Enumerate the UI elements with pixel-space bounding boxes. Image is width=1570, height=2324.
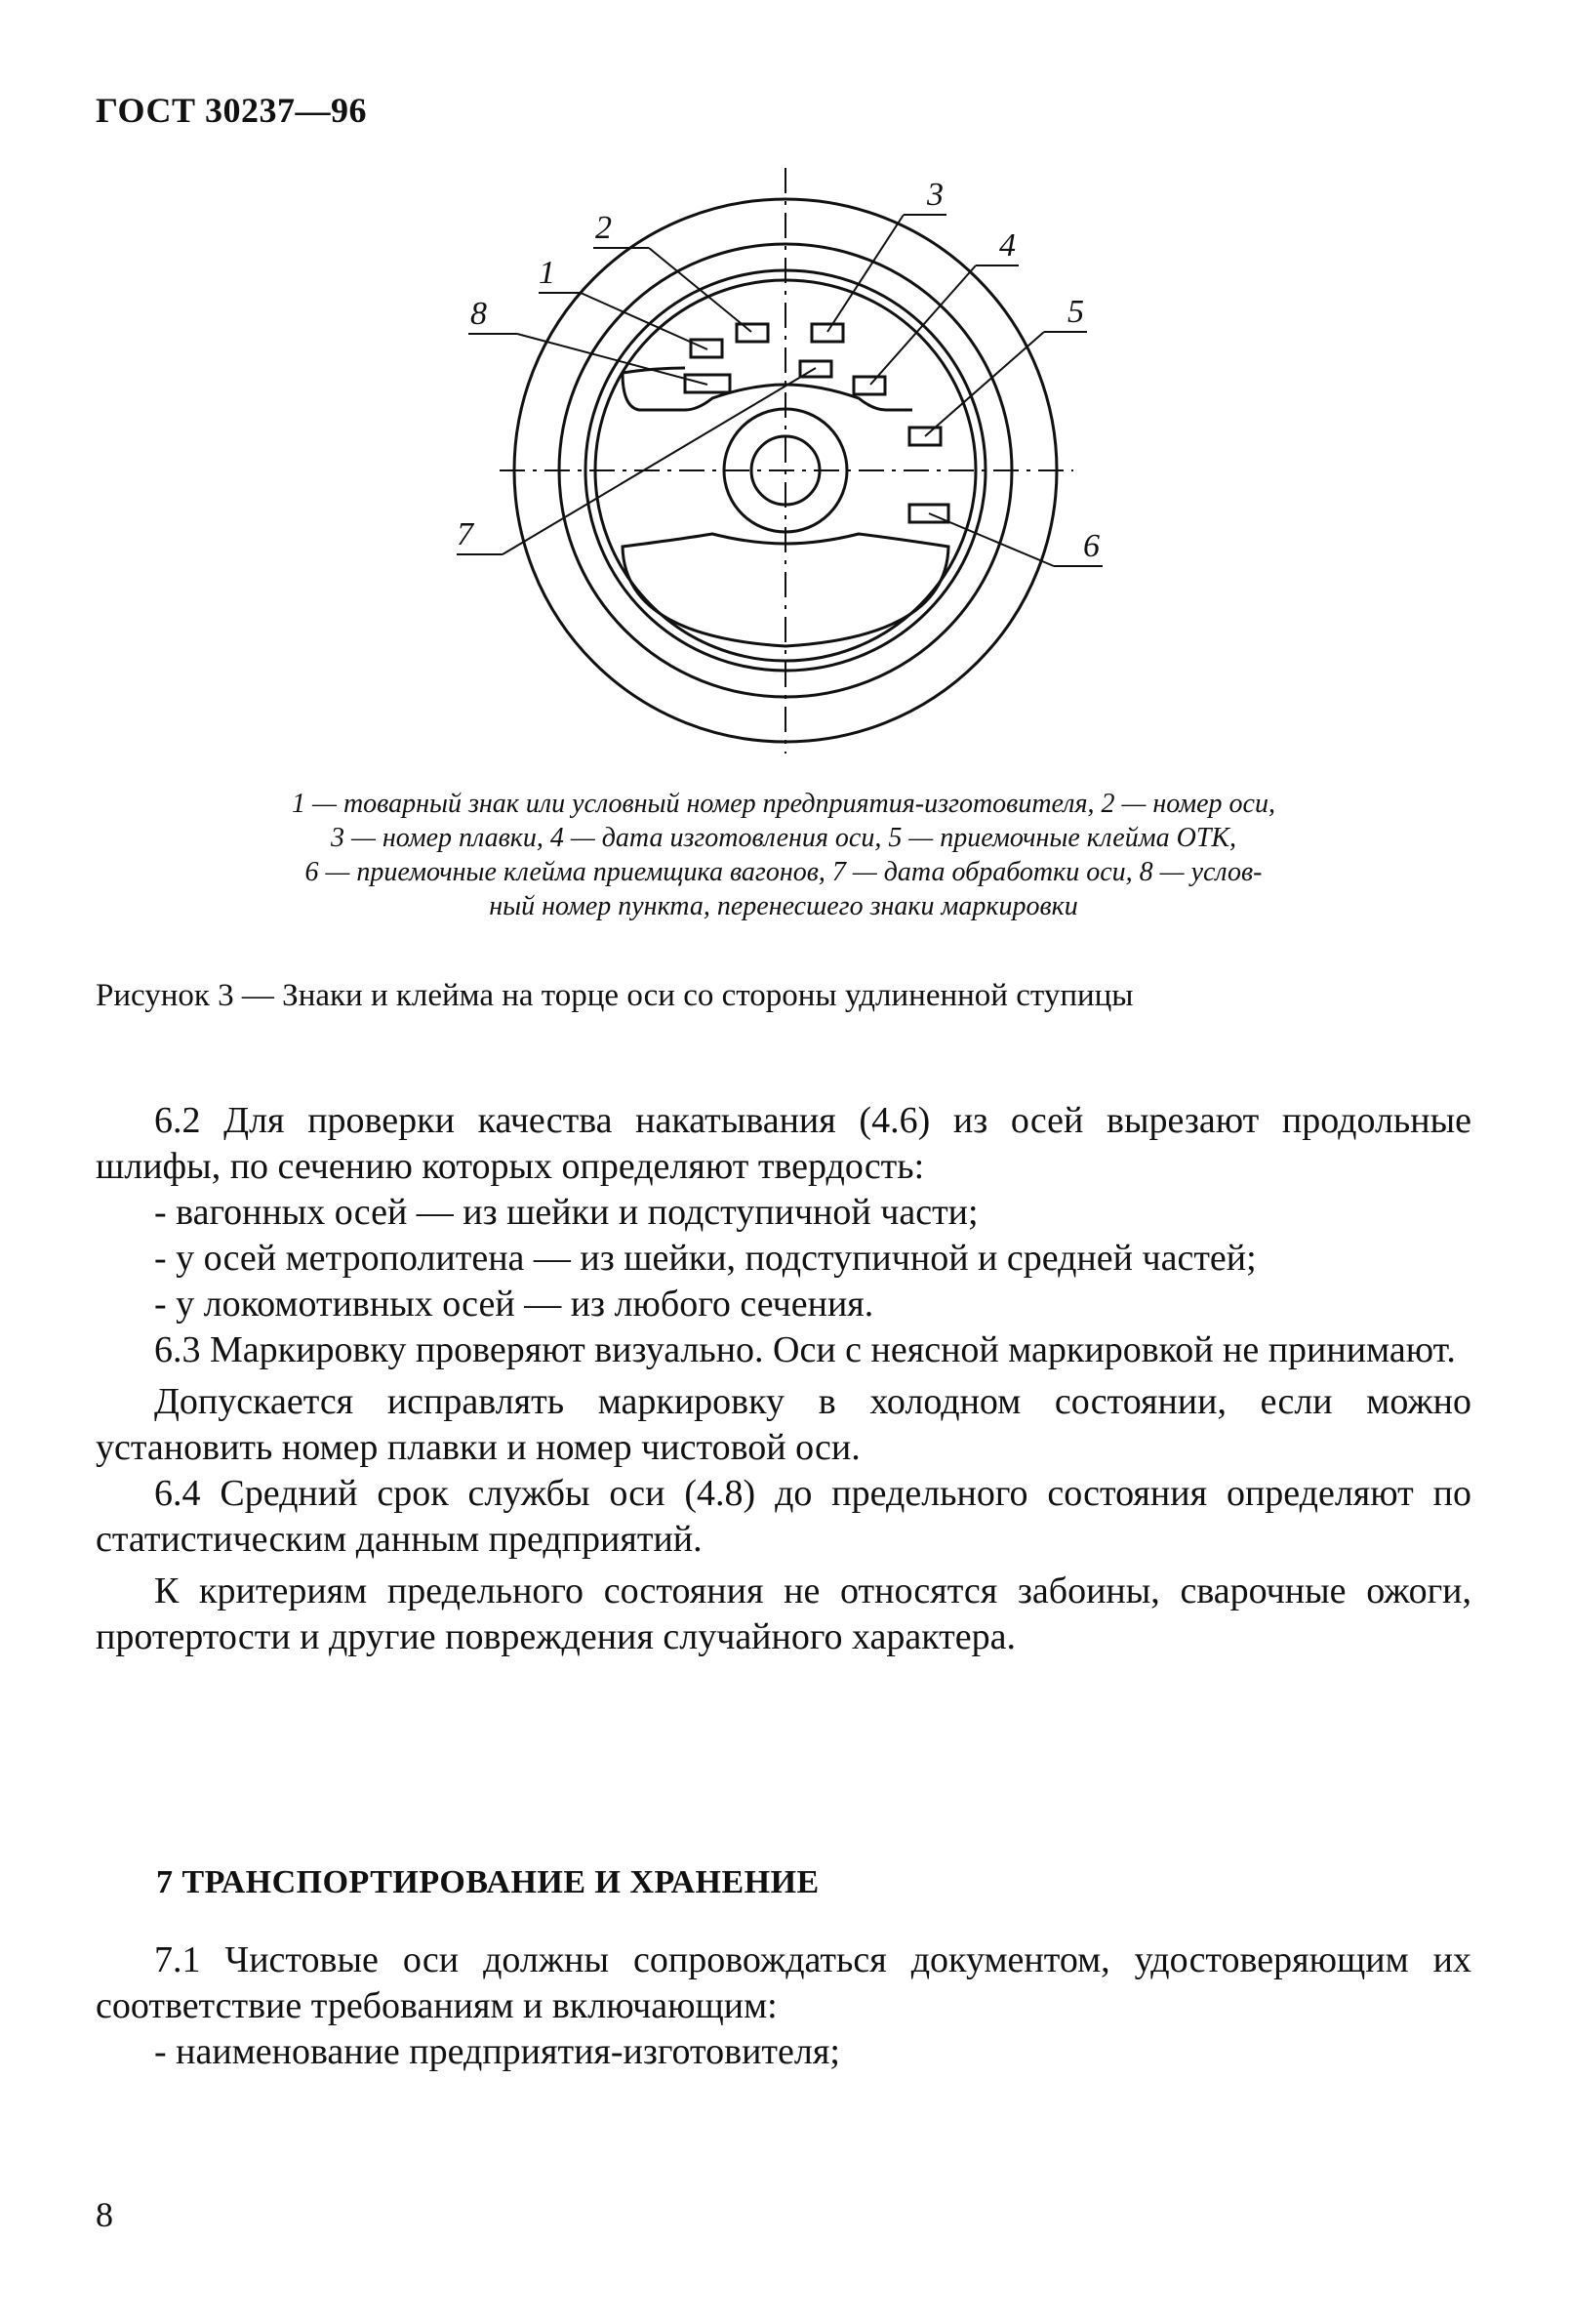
page-number: 8: [96, 2195, 113, 2234]
list-item: - у осей метрополитена — из шейки, подступичной и средней частей;: [154, 1238, 1257, 1279]
section-7-title: 7 ТРАНСПОРТИРОВАНИЕ И ХРАНЕНИЕ: [156, 1864, 820, 1900]
section-7-text: [96, 1937, 1471, 2075]
callout-1: 1: [539, 255, 555, 291]
legend-line: 1 — товарный знак или условный номер предприятия-изготовителя, 2 — номер оси,: [292, 789, 1275, 819]
paragraph-6-4: 6.4 Средний срок службы оси (4.8) до предельного состояния определяют по статистическим данным предприятий.: [96, 1473, 1471, 1560]
callout-5: 5: [1067, 294, 1084, 330]
callout-6: 6: [1083, 528, 1100, 564]
list-item: - наименование предприятия-изготовителя;: [154, 2031, 840, 2072]
mark-3: [812, 324, 843, 342]
mark-4: [854, 377, 885, 394]
callout-8: 8: [470, 296, 487, 332]
legend-line: 6 — приемочные клейма приемщика вагонов, 7 — дата обработки оси, 8 — услов-: [304, 857, 1263, 887]
figure-legend: [96, 787, 1471, 923]
callout-2: 2: [595, 210, 612, 246]
axle-end-drawing: [429, 168, 1151, 754]
legend-line: ный номер пункта, перенесшего знаки маркировки: [489, 891, 1078, 921]
callout-7: 7: [457, 516, 473, 552]
list-item: - у локомотивных осей — из любого сечения.: [154, 1284, 874, 1325]
axle-end-marking-figure: [429, 168, 1151, 754]
paragraph: Допускается исправлять маркировку в холодном состоянии, если можно установить номер плавки и номер чистовой оси.: [96, 1381, 1471, 1468]
paragraph-6-2: 6.2 Для проверки качества накатывания (4.6) из осей вырезают продольные шлифы, по сечению которых определяют твердость:: [96, 1100, 1471, 1187]
paragraph-6-3: 6.3 Маркировку проверяют визуально. Оси с неясной маркировкой не принимают.: [154, 1329, 1456, 1370]
paragraph: К критериям предельного состояния не относятся забоины, сварочные ожоги, протертости и другие повреждения случайного характера.: [96, 1570, 1471, 1657]
callout-3: 3: [927, 177, 944, 213]
callout-4: 4: [999, 227, 1016, 264]
document-header: ГОСТ 30237—96: [96, 91, 367, 130]
section-6-text: [96, 1098, 1471, 1660]
legend-line: 3 — номер плавки, 4 — дата изготовления оси, 5 — приемочные клейма ОТК,: [331, 823, 1236, 853]
paragraph-7-1: 7.1 Чистовые оси должны сопровождаться документом, удостоверяющим их соответствие требованиям и включающим:: [96, 1939, 1471, 2026]
figure-caption: Рисунок 3 — Знаки и клейма на торце оси со стороны удлиненной ступицы: [96, 978, 1134, 1013]
list-item: - вагонных осей — из шейки и подступичной части;: [154, 1192, 979, 1233]
mark-2: [737, 324, 768, 342]
